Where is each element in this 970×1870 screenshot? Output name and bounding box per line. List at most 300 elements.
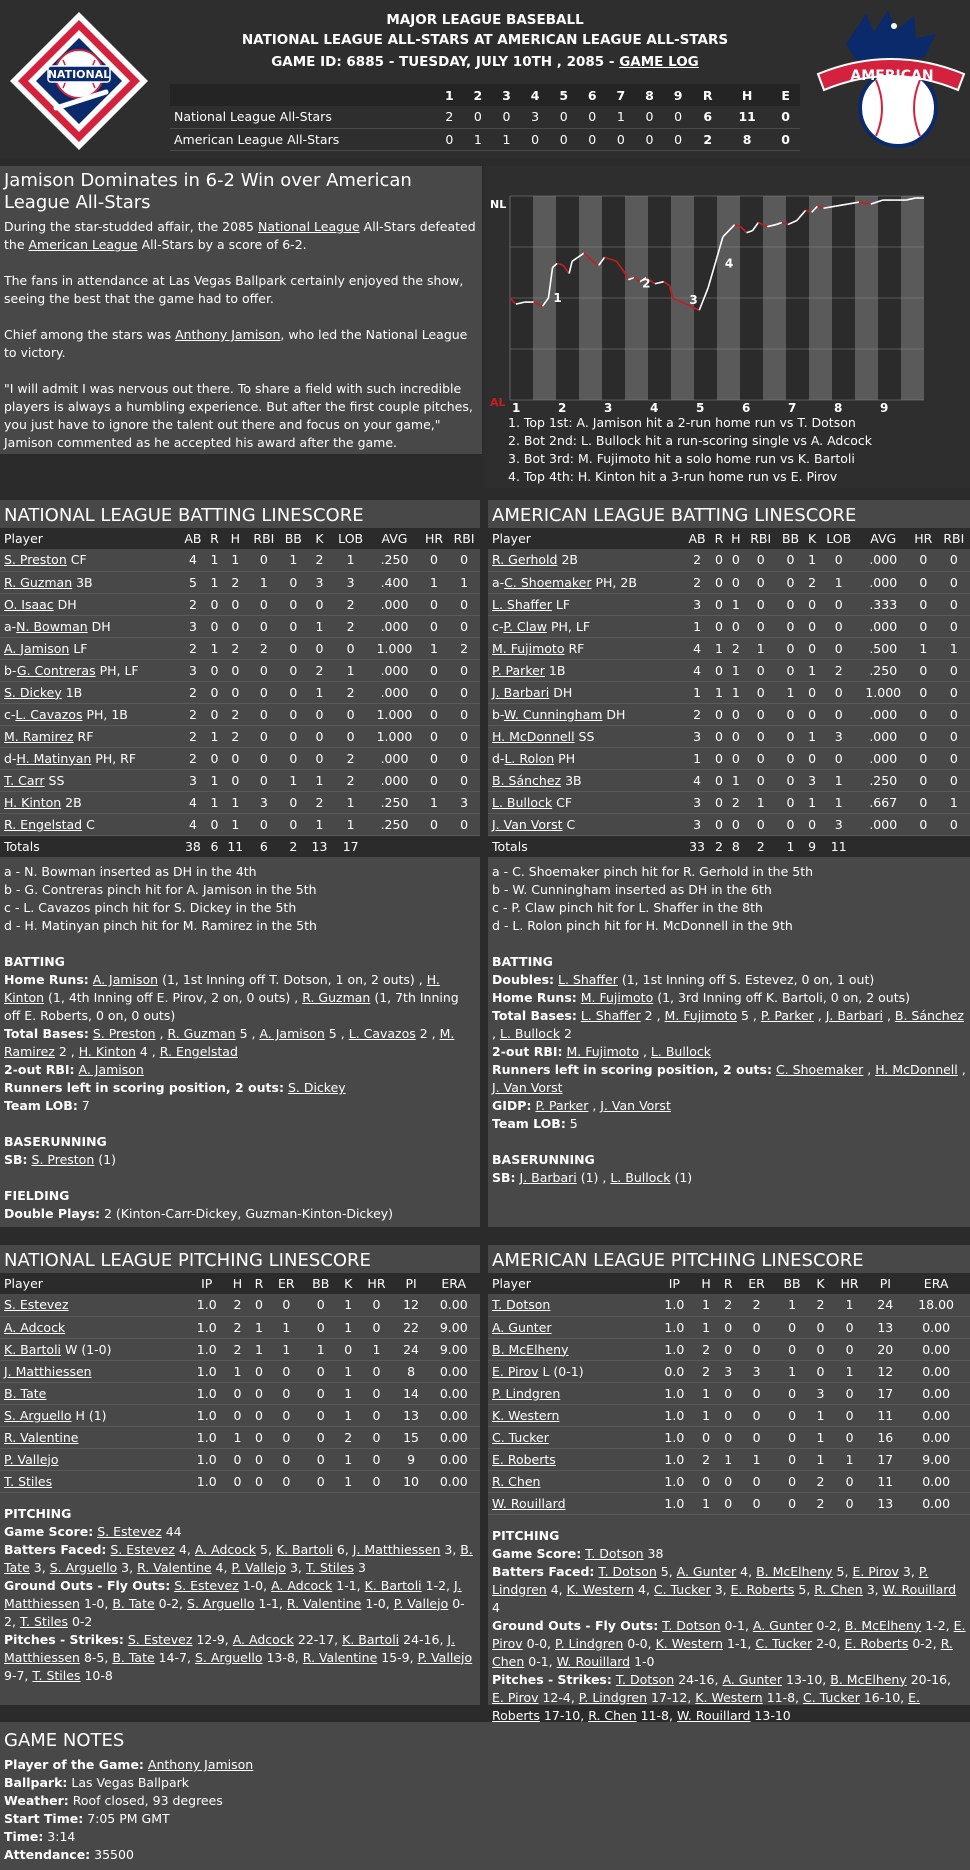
player-link[interactable]: J. Van Vorst [492,816,563,832]
player-link[interactable]: L. Shaffer [580,1008,641,1023]
stat-cell: 0 [269,1360,303,1382]
stat-cell: 0 [303,1448,338,1470]
player-link[interactable]: K. Western [695,1689,763,1705]
stat-cell: 13 [395,1404,428,1426]
column-header: K [804,528,820,549]
player-link[interactable]: A. Gunter [722,1671,783,1687]
x-tick-label: 4 [650,401,659,415]
stat-cell: 3 [332,571,369,593]
stat-cell: .000 [857,703,909,725]
player-link[interactable]: S. Arguello [4,1407,72,1423]
player-link[interactable]: J. Van Vorst [600,1098,671,1113]
stat-cell: 1 [303,1338,338,1360]
stat-cell: 1 [909,637,938,659]
player-link[interactable]: M. Fujimoto [492,640,565,656]
stat-cell: 0 [280,659,307,681]
pitches-strikes-line: Pitches - Strikes: T. Dotson 24-16, A. Gunter 13-10, B. McElheny 20-16, E. Pirov 12-4, P. Lindgren 17-12, K. Western 11-8, C. Tucker 16-10, E. Roberts 17-10, R. Chen 11-8, W. Rouillard 13-10 [492,1671,952,1723]
player-link[interactable]: J. Matthiessen [352,1541,441,1557]
stat-cell: 0 [248,725,280,747]
player-link[interactable]: H. Kinton [78,1044,136,1059]
player-link[interactable]: A. Gunter [492,1319,552,1335]
table-row [488,1426,970,1448]
player-link[interactable]: K. Bartoli [342,1631,400,1647]
total-cell: 11 [223,835,248,857]
player-link[interactable]: M. Ramirez [4,1026,455,1059]
player-link[interactable]: S. Estevez [4,1297,69,1313]
player-link[interactable]: G. Contreras [16,662,96,678]
stat-cell: .500 [857,637,909,659]
player-link[interactable]: M. Fujimoto [566,1044,639,1059]
player-link[interactable]: P. Claw [503,618,548,634]
player-link[interactable]: R. Engelstad [4,816,83,832]
player-link[interactable]: A. Adcock [194,1541,257,1557]
game-time-line: Time: 3:14 [4,1829,76,1844]
column-header: K [338,1273,358,1294]
player-link[interactable]: R. Chen [492,1473,541,1489]
stat-cell: 0 [938,593,970,615]
player-link[interactable]: L. Shaffer [558,972,618,987]
player-link[interactable]: R. Chen [588,1707,637,1723]
inning-score: 0 [588,109,597,125]
player-link[interactable]: S. Arguello [187,1595,255,1611]
table-row [0,725,480,747]
player-link[interactable]: H. Kinton [4,972,440,1005]
player-link[interactable]: P. Parker [760,1008,814,1023]
player-link[interactable]: T. Dotson [615,1671,675,1687]
stat-cell: 2 [307,549,332,571]
story-paragraph-3: Chief among the stars was Anthony Jamison, who led the National League to victory. [4,327,468,360]
player-link[interactable]: J. Matthiessen [4,1577,462,1611]
player-link[interactable]: J. Barbari [519,1170,577,1185]
stat-cell: 20 [868,1338,902,1360]
player-link[interactable]: K. Western [655,1635,724,1651]
player-link[interactable]: C. Tucker [653,1581,711,1597]
stat-cell: 0 [280,615,307,637]
inning-score: 0 [674,131,683,147]
player-link[interactable]: T. Dotson [598,1563,657,1579]
table-header-row [488,528,970,549]
stat-cell: 0 [711,791,727,813]
stat-cell: 0 [909,659,938,681]
totals-row [0,835,480,857]
total-cell: 6 [248,835,280,857]
column-header: K [307,528,332,549]
player-cell: J. Barbari DH [488,681,683,703]
player-link[interactable]: O. Isaac [4,596,54,612]
stat-cell: 8 [395,1360,428,1382]
player-link[interactable]: R. Valentine [4,1429,79,1445]
american-league-link[interactable]: American League [28,237,138,252]
player-link[interactable]: J. Matthiessen [4,1631,456,1665]
stat-cell: 0 [777,593,804,615]
player-link[interactable]: S. Dickey [4,684,62,700]
stat-cell: 0 [938,549,970,571]
stat-cell: 1 [810,1448,831,1470]
player-link[interactable]: C. Tucker [803,1689,860,1705]
player-link[interactable]: S. Estevez [110,1541,175,1557]
player-link[interactable]: A. Gunter [676,1563,737,1579]
stat-cell: 2 [179,703,206,725]
stat-cell: 0 [307,703,332,725]
player-link[interactable]: R. Guzman [4,574,73,590]
column-header: Player [0,528,179,549]
stat-cell: 2 [223,571,248,593]
game-notes-title: GAME NOTES [4,1730,125,1751]
table-row [0,1316,480,1338]
sub-note: b - G. Contreras pinch hit for A. Jamison in the 5th [4,882,317,897]
stat-cell: 0.00 [427,1470,480,1492]
stat-cell: 1 [804,791,820,813]
stat-cell: 0 [745,549,777,571]
stat-cell: 0 [717,1492,739,1514]
player-link[interactable]: M. Ramirez [4,728,74,744]
player-cell: S. Dickey 1B [0,681,179,703]
stat-cell: 0.00 [427,1294,480,1316]
player-link[interactable]: A. Jamison [259,1026,325,1041]
player-link[interactable]: A. Adcock [271,1577,333,1593]
player-link[interactable]: P. Lindgren [492,1563,929,1597]
player-link[interactable]: P. Parker [492,662,545,678]
player-link[interactable]: P. Vallejo [231,1559,286,1575]
stat-cell: 0 [739,1316,774,1338]
player-link[interactable]: A. Jamison [92,972,159,987]
stat-cell: .000 [857,725,909,747]
player-link[interactable]: A. Jamison [78,1062,144,1077]
player-link[interactable]: S. Arguello [49,1559,118,1575]
stat-cell: 1.0 [654,1294,695,1316]
player-link[interactable]: R. Gerhold [492,552,558,568]
player-cell [0,1360,187,1382]
stat-cell: .000 [857,549,909,571]
stat-cell: 1.000 [369,703,420,725]
player-link[interactable]: E. Pirov [492,1617,966,1651]
stat-cell: 24 [395,1338,428,1360]
column-header: AB [683,528,710,549]
stat-cell: 0 [717,1382,739,1404]
player-cell: c-P. Claw PH, LF [488,615,683,637]
player-link[interactable]: K. Western [492,1407,560,1423]
player-link[interactable]: A. Adcock [4,1319,66,1335]
player-link[interactable]: E. Pirov [492,1363,539,1379]
stat-cell: 1 [804,549,820,571]
stolen-bases-line: SB: S. Preston (1) [4,1152,116,1167]
stat-cell: 5 [179,571,206,593]
sub-note: d - L. Rolon pinch hit for H. McDonnell in the 9th [492,918,793,933]
game-linescore-table [170,84,800,151]
player-link[interactable]: S. Preston [92,1026,156,1041]
player-link[interactable]: L. Shaffer [492,596,552,612]
player-link[interactable]: B. Sánchez [492,772,562,788]
stat-cell: 1 [332,659,369,681]
stat-cell: 0 [223,615,248,637]
player-link[interactable]: B. McElheny [830,1671,907,1687]
stat-cell: 2 [332,747,369,769]
stat-cell: 0.00 [902,1382,970,1404]
stat-cell: 2 [332,769,369,791]
column-header: HR [831,1273,869,1294]
player-link[interactable]: T. Dotson [492,1297,551,1313]
game-log-link[interactable]: GAME LOG [619,54,699,70]
table-row [488,659,970,681]
player-link[interactable]: S. Dickey [287,1080,346,1095]
player-link[interactable]: R. Valentine [286,1595,362,1611]
stat-cell: 0 [711,659,727,681]
anthony-jamison-link[interactable]: Anthony Jamison [175,327,281,342]
player-link[interactable]: B. McElheny [492,1341,569,1357]
stat-cell: 0 [448,747,480,769]
stat-cell: 1 [695,1294,718,1316]
stat-cell: 0 [745,681,777,703]
player-link[interactable]: R. Guzman [302,990,371,1005]
stat-cell: 0 [248,549,280,571]
player-of-game-link[interactable]: Anthony Jamison [147,1757,254,1772]
table-row [0,1404,480,1426]
player-link[interactable]: C. Tucker [492,1429,549,1445]
pitching-heading: PITCHING [4,1505,72,1521]
column-header: BB [280,528,307,549]
player-cell: a-N. Bowman DH [0,615,179,637]
stat-cell: 1 [307,615,332,637]
player-link[interactable]: R. Valentine [137,1559,212,1575]
stat-cell: 16 [868,1426,902,1448]
player-link[interactable]: L. Bullock [492,794,553,810]
stat-cell: 0 [774,1426,810,1448]
player-link[interactable]: T. Carr [4,772,45,788]
stat-cell: 0 [810,1360,831,1382]
player-link[interactable]: R. Guzman [167,1026,236,1041]
player-link[interactable]: C. Shoemaker [504,574,592,590]
player-link[interactable]: P. Lindgren [555,1635,624,1651]
stat-cell: 9.00 [902,1448,970,1470]
chart-legend-item: 4. Top 4th: H. Kinton hit a 3-run home run vs E. Pirov [508,469,838,484]
player-link[interactable]: A. Jamison [4,640,70,656]
player-link[interactable]: W. Rouillard [676,1707,751,1723]
player-link[interactable]: T. Stiles [19,1613,68,1629]
stat-cell: 0 [448,659,480,681]
stat-cell: 0 [280,571,307,593]
player-link[interactable]: T. Stiles [305,1559,354,1575]
total-bases-line: Total Bases: S. Preston , R. Guzman 5 , A. Jamison 5 , L. Cavazos 2 , M. Ramirez 2 , H. Kinton 4 , R. Engelstad [4,1026,455,1059]
stat-cell: 1 [727,769,744,791]
stat-cell: 1 [739,1448,774,1470]
player-link[interactable]: B. Tate [4,1541,473,1575]
player-link[interactable]: C. Tucker [755,1635,813,1651]
total-cell: 1 [777,835,804,857]
stat-cell: 0 [248,769,280,791]
player-link[interactable]: L. Rolon [504,750,555,766]
nl-pitching-title: NATIONAL LEAGUE PITCHING LINESCORE [4,1250,371,1271]
column-header: HR [909,528,938,549]
player-link[interactable]: B. Tate [112,1595,155,1611]
player-link[interactable]: K. Western [566,1581,635,1597]
pitches-strikes-line: Pitches - Strikes: S. Estevez 12-9, A. Adcock 22-17, K. Bartoli 24-16, J. Matthiessen 8-5, B. Tate 14-7, S. Arguello 13-8, R. Valentine 15-9, P. Vallejo 9-7, T. Stiles 10-8 [4,1631,473,1683]
player-link[interactable]: P. Vallejo [393,1595,449,1611]
stat-cell: 0 [448,593,480,615]
stat-cell: 1 [683,681,710,703]
player-cell: K. Bartoli W (1-0) [0,1338,187,1360]
player-link[interactable]: J. Barbari [492,684,550,700]
player-link[interactable]: E. Roberts [492,1451,556,1467]
table-row [0,791,480,813]
team-errors: 0 [781,131,790,147]
player-link[interactable]: K. Bartoli [364,1577,422,1593]
stat-cell: 0 [420,813,448,835]
player-link[interactable]: L. Cavazos [15,706,83,722]
player-link[interactable]: S. Estevez [97,1523,162,1539]
stat-cell: 0 [938,725,970,747]
stat-cell: 1 [727,659,744,681]
inning-score: 0 [616,131,625,147]
player-link[interactable]: E. Roberts [730,1581,795,1597]
player-link[interactable]: R. Chen [814,1581,863,1597]
player-link[interactable]: S. Preston [4,552,67,568]
player-link[interactable]: T. Dotson [585,1545,644,1561]
total-cell: 11 [820,835,857,857]
player-link[interactable]: T. Dotson [662,1617,721,1633]
x-axis-ticks [512,401,888,415]
table-row [0,1470,480,1492]
player-link[interactable]: J. Van Vorst [492,1080,563,1095]
stat-cell: 1.000 [369,637,420,659]
column-header: R [206,528,222,549]
player-link[interactable]: M. Fujimoto [580,990,654,1005]
inning-score: 1 [473,131,482,147]
player-link[interactable]: R. Chen [492,1635,953,1669]
stat-cell: 0 [909,681,938,703]
player-link[interactable]: S. Arguello [194,1649,263,1665]
stat-cell: 0 [717,1316,739,1338]
player-link[interactable]: P. Vallejo [417,1649,473,1665]
player-link[interactable]: B. McElheny [756,1563,833,1579]
stat-cell: 1 [683,615,710,637]
column-header: R [717,1273,739,1294]
stat-cell: 2 [307,791,332,813]
stat-cell: 2 [448,637,480,659]
stat-cell: 1 [810,1426,831,1448]
stat-cell: 0 [338,1338,358,1360]
stat-cell: 2 [683,571,710,593]
player-link[interactable]: E. Roberts [492,1689,920,1723]
total-cell [857,835,909,857]
player-link[interactable]: W. Cunningham [503,706,603,722]
column-header: H [226,1273,248,1294]
player-link[interactable]: T. Stiles [4,1473,53,1489]
stat-cell: 1 [727,681,744,703]
player-link[interactable]: B. McElheny [844,1617,922,1633]
player-link[interactable]: M. Fujimoto [664,1008,738,1023]
player-link[interactable]: P. Lindgren [492,1385,561,1401]
stat-cell: 14 [395,1382,428,1404]
player-link[interactable]: R. Engelstad [159,1044,238,1059]
x-tick-label: 3 [604,401,613,415]
column-header: Player [488,1273,654,1294]
player-link[interactable]: S. Estevez [127,1631,193,1647]
total-cell [369,835,420,857]
stat-cell: 0 [332,725,369,747]
player-cell: M. Ramirez RF [0,725,179,747]
inning-header: 5 [559,87,569,103]
column-header: ER [739,1273,774,1294]
player-link[interactable]: R. Valentine [302,1649,378,1665]
stat-cell: 0 [711,813,727,835]
player-link[interactable]: L. Cavazos [348,1026,416,1041]
player-link[interactable]: E. Pirov [492,1689,539,1705]
team-runs: 6 [703,109,713,125]
player-link[interactable]: A. Gunter [752,1617,813,1633]
stat-cell: 3 [739,1360,774,1382]
stat-cell: 1 [338,1294,358,1316]
player-link[interactable]: A. Adcock [232,1631,294,1647]
player-link[interactable]: L. Bullock [610,1170,671,1185]
player-link[interactable]: N. Bowman [16,618,88,634]
player-link[interactable]: L. Bullock [650,1044,712,1059]
player-link[interactable]: J. Matthiessen [4,1363,92,1379]
player-link[interactable]: H. Matinyan [16,750,92,766]
player-link[interactable]: S. Estevez [174,1577,239,1593]
stat-cell: 1 [226,1360,248,1382]
player-link[interactable]: B. Tate [4,1385,47,1401]
player-link[interactable]: B. Sánchez [894,1008,964,1023]
player-link[interactable]: H. Kinton [4,794,62,810]
stat-cell: 1 [745,637,777,659]
stat-cell: 0.00 [427,1382,480,1404]
national-league-link[interactable]: National League [257,219,360,234]
player-link[interactable]: H. McDonnell [492,728,575,744]
table-row [0,747,480,769]
stat-cell: 0 [358,1448,394,1470]
stat-cell: 0 [745,769,777,791]
story-paragraph-1: During the star-studded affair, the 2085 National League All-Stars defeated the American League All-Stars by a score of 6-2. [4,219,476,252]
player-link[interactable]: E. Roberts [844,1635,909,1651]
team-hits: 11 [738,109,756,125]
stat-cell: 1.0 [654,1426,695,1448]
player-link[interactable]: K. Bartoli [275,1541,333,1557]
table-row [0,703,480,725]
player-link[interactable]: E. Pirov [852,1563,899,1579]
game-story-panel [0,166,482,454]
stat-cell: 0.00 [902,1338,970,1360]
stat-cell: 0 [804,813,820,835]
stat-cell: 1 [683,747,710,769]
player-link[interactable]: S. Preston [31,1152,95,1167]
column-header: H [223,528,248,549]
player-link[interactable]: P. Vallejo [4,1451,59,1467]
stat-cell: 17 [868,1382,902,1404]
player-link[interactable]: K. Bartoli [4,1341,62,1357]
stat-cell: 0 [804,747,820,769]
stat-cell: 0 [820,593,857,615]
stat-cell: 0 [711,769,727,791]
player-link[interactable]: H. McDonnell [875,1062,958,1077]
table-row [488,549,970,571]
total-cell: Totals [0,835,179,857]
stat-cell: 0 [248,703,280,725]
player-link[interactable]: C. Shoemaker [775,1062,864,1077]
stat-cell: 0 [420,659,448,681]
player-link[interactable]: P. Lindgren [578,1689,648,1705]
player-link[interactable]: W. Rouillard [882,1581,957,1597]
stat-cell: 0 [448,615,480,637]
player-link[interactable]: W. Rouillard [556,1653,631,1669]
player-link[interactable]: P. Parker [535,1098,589,1113]
player-link[interactable]: L. Bullock [499,1026,561,1041]
player-link[interactable]: B. Tate [112,1649,155,1665]
player-link[interactable]: W. Rouillard [492,1495,566,1511]
player-link[interactable]: T. Stiles [32,1667,81,1683]
player-link[interactable]: J. Barbari [825,1008,883,1023]
stat-cell: 9 [395,1448,428,1470]
column-header: ER [269,1273,303,1294]
